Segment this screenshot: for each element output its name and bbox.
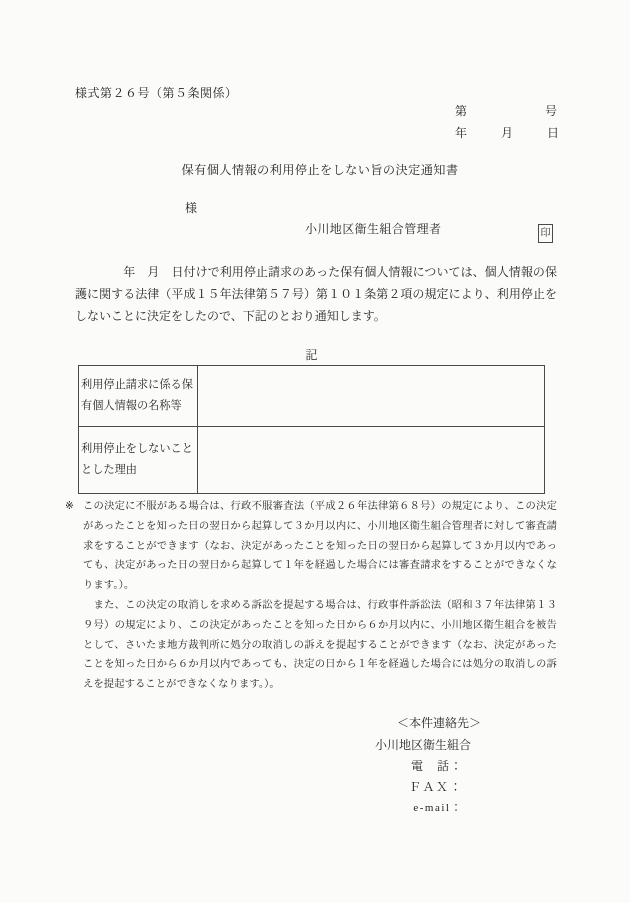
- record-heading: 記: [305, 348, 318, 362]
- contact-phone-label: 電 話：: [410, 759, 463, 773]
- document-number-line: [455, 104, 557, 118]
- seal-mark: 印: [538, 224, 553, 243]
- date-month-label: 月: [500, 126, 513, 140]
- contact-fax-label: ＦＡＸ：: [408, 780, 463, 794]
- table-row-reason: [79, 427, 545, 494]
- row-label-name: 利用停止請求に係る保有個人情報の名称等: [79, 366, 198, 427]
- contact-organization: 小川地区衛生組合: [375, 738, 472, 752]
- doc-number-prefix: 第: [455, 104, 468, 118]
- body-paragraph: 年 月 日付けで利用停止請求のあった保有個人情報については、個人情報の保護に関する法律（平成１５年法律第５７号）第１０１条第２項の規定により、利用停止をしないことに決定をしたので、下記のとおり通知します。: [75, 265, 557, 323]
- doc-number-suffix: 号: [544, 104, 557, 118]
- contact-heading: ＜本件連絡先＞: [397, 716, 482, 730]
- addressee-honorific: 様: [185, 201, 198, 215]
- row-value-name: [198, 366, 545, 427]
- note-paragraph-2: また、この決定の取消しを求める訴訟を提起する場合は、行政事件訴訟法（昭和３７年法律第１３９号）の規定により、この決定があったことを知った日から６か月以内に、小川地区衛生組合を被告として、さいたま地方裁判所に処分の取消しの訴えを提起することができます（なお、決定があったことを知った日から６か月以内であっても、決定の日から１年を経過した場合には処分の取消しの訴えを提起することができなくなります。）。: [83, 599, 557, 691]
- table-row-name: [79, 366, 545, 427]
- date-day-label: 日: [546, 126, 559, 140]
- row-label-reason: 利用停止をしないこととした理由: [79, 427, 198, 494]
- contact-email-label: e-mail：: [413, 802, 463, 814]
- date-year-label: 年: [455, 126, 468, 140]
- record-table: [78, 365, 545, 494]
- date-line: [455, 126, 559, 140]
- note-marker: ※: [65, 501, 74, 512]
- document-title: 保有個人情報の利用停止をしない旨の決定通知書: [181, 163, 459, 177]
- form-number: 様式第２６号（第５条関係）: [75, 86, 238, 100]
- issuer-name: 小川地区衛生組合管理者: [305, 222, 442, 236]
- note-section: [83, 497, 557, 695]
- row-value-reason: [198, 427, 545, 494]
- note-paragraph-1: この決定に不服がある場合は、行政不服審査法（平成２６年法律第６８号）の規定により、この決定があったことを知った日の翌日から起算して３か月以内に、小川地区衛生組合管理者に対して審査請求をすることができます（なお、決定があったことを知った日の翌日から起算して３か月以内であっても、決定があった日の翌日から起算して１年を経過した場合には審査請求をすることができなくなります。）。: [83, 501, 557, 592]
